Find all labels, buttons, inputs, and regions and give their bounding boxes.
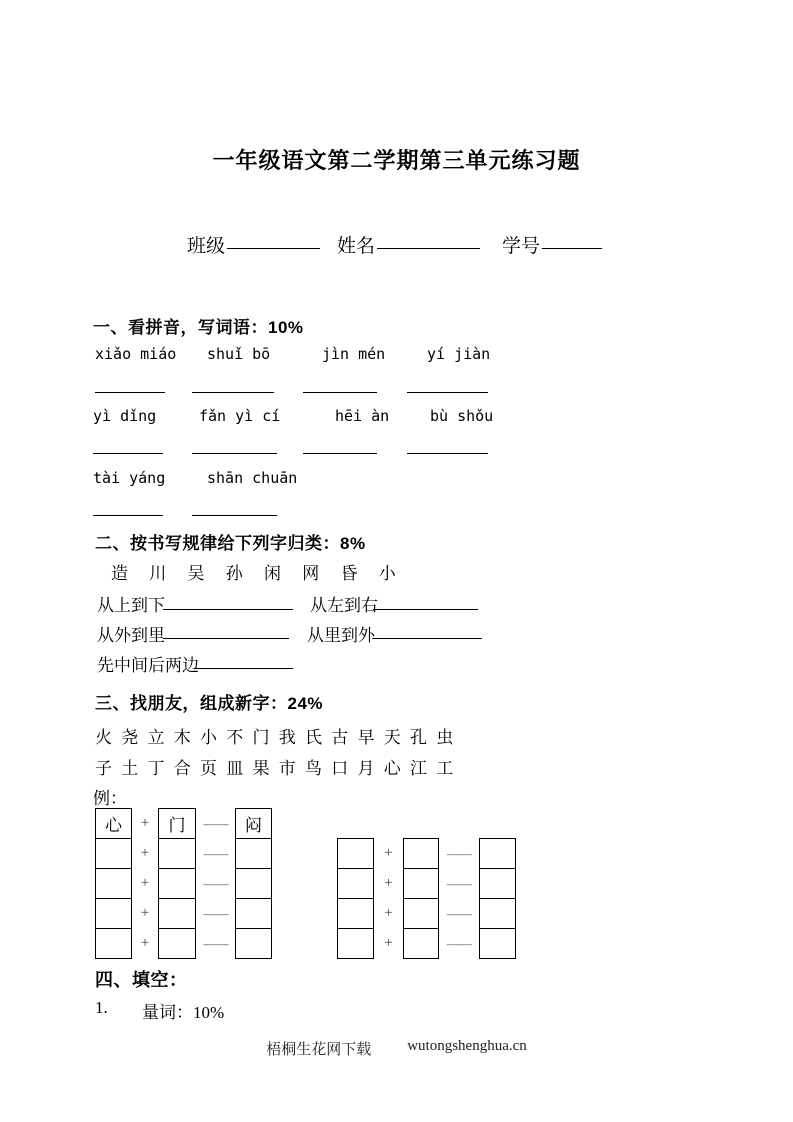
- category-label: 从里到外: [307, 626, 375, 645]
- combine-row: [337, 838, 516, 869]
- char-box: 门: [158, 808, 196, 839]
- category-label: 从左到右: [310, 596, 378, 615]
- char-box: [479, 898, 516, 929]
- answer-blank: [93, 439, 163, 454]
- name-label: 姓名: [337, 236, 376, 257]
- pinyin-word: hēi àn: [335, 407, 390, 425]
- plus-sign: +: [384, 905, 393, 921]
- section1-heading: 一、看拼音，写词语：10%: [93, 318, 304, 337]
- char-box: [337, 868, 374, 899]
- char-box: [95, 928, 132, 959]
- combine-row: [337, 868, 516, 899]
- character-list: 造 川 吴 孙 闲 网 昏 小: [111, 564, 396, 583]
- dash-line: ——: [447, 905, 471, 921]
- pinyin-word: fǎn yì cí: [199, 407, 281, 425]
- combine-row: [95, 898, 272, 929]
- category-label: 先中间后两边: [97, 656, 199, 675]
- plus-sign: +: [384, 845, 393, 861]
- category-blank: [372, 622, 482, 639]
- pinyin-word: jìn mén: [322, 345, 386, 363]
- dash-line: ——: [447, 935, 471, 951]
- answer-blank: [407, 439, 488, 454]
- char-box: [95, 868, 132, 899]
- char-box: [235, 838, 272, 869]
- char-box: [158, 928, 196, 959]
- dash-line: ——: [203, 935, 228, 951]
- char-box: [158, 868, 196, 899]
- class-blank: [227, 232, 320, 249]
- item-text: 量词：10%: [142, 1003, 225, 1022]
- answer-blank: [407, 378, 488, 393]
- char-box: [479, 838, 516, 869]
- char-box: 闷: [235, 808, 272, 839]
- pinyin-word: xiǎo miáo: [95, 345, 177, 363]
- combine-row: [95, 928, 272, 959]
- char-box: [403, 838, 439, 869]
- pinyin-word: yì dǐng: [93, 407, 157, 425]
- char-box: [337, 838, 374, 869]
- char-box: [158, 838, 196, 869]
- category-blank: [195, 652, 293, 669]
- dash-line: ——: [203, 875, 228, 891]
- answer-blank: [95, 378, 165, 393]
- plus-sign: +: [140, 935, 150, 951]
- dash-line: ——: [203, 905, 228, 921]
- character-list: 火 尧 立 木 小 不 门 我 氏 古 早 天 孔 虫: [95, 728, 454, 747]
- combine-grid-right: [337, 838, 516, 959]
- char-box: [479, 928, 516, 959]
- example-label: 例：: [93, 789, 127, 808]
- combine-row: [95, 808, 272, 839]
- char-box: [158, 898, 196, 929]
- student-id-label: 学号: [502, 236, 541, 257]
- pinyin-word: yí jiàn: [427, 345, 491, 363]
- char-box: 心: [95, 808, 132, 839]
- plus-sign: +: [140, 845, 150, 861]
- plus-sign: +: [140, 905, 150, 921]
- footer-site-url: wutongshenghua.cn: [407, 1038, 527, 1054]
- name-blank: [377, 232, 480, 249]
- answer-blank: [192, 501, 277, 516]
- plus-sign: +: [140, 815, 150, 831]
- category-blank: [163, 593, 293, 610]
- dash-line: ——: [203, 845, 228, 861]
- answer-blank: [192, 378, 274, 393]
- char-box: [337, 928, 374, 959]
- combine-row: [337, 928, 516, 959]
- dash-line: ——: [447, 845, 471, 861]
- pinyin-word: bù shǒu: [430, 407, 494, 425]
- student-id-blank: [542, 232, 602, 249]
- char-box: [403, 928, 439, 959]
- char-box: [403, 898, 439, 929]
- section3-heading: 三、找朋友，组成新字：24%: [95, 694, 324, 713]
- item-number: 1.: [95, 998, 108, 1017]
- char-box: [95, 838, 132, 869]
- answer-blank: [93, 501, 163, 516]
- character-list: 子 土 丁 合 页 皿 果 市 鸟 口 月 心 江 工: [95, 759, 454, 778]
- section4-heading: 四、填空：: [95, 970, 188, 990]
- char-box: [479, 868, 516, 899]
- class-label: 班级: [187, 236, 226, 257]
- pinyin-word: tài yáng: [93, 469, 166, 487]
- plus-sign: +: [384, 935, 393, 951]
- section2-heading: 二、按书写规律给下列字归类：8%: [95, 534, 366, 553]
- plus-sign: +: [384, 875, 393, 891]
- char-box: [235, 868, 272, 899]
- plus-sign: +: [140, 875, 150, 891]
- dash-line: ——: [447, 875, 471, 891]
- dash-line: ——: [203, 815, 228, 831]
- char-box: [403, 868, 439, 899]
- category-blank: [163, 622, 289, 639]
- answer-blank: [192, 439, 277, 454]
- category-label: 从上到下: [97, 596, 165, 615]
- char-box: [337, 898, 374, 929]
- char-box: [235, 928, 272, 959]
- answer-blank: [303, 439, 377, 454]
- combine-row: [95, 868, 272, 899]
- page-footer: [0, 1038, 793, 1059]
- answer-blank: [303, 378, 377, 393]
- category-blank: [373, 593, 478, 610]
- footer-site-name: 梧桐生花网下载: [266, 1042, 372, 1058]
- combine-grid-left: [95, 808, 272, 959]
- combine-row: [95, 838, 272, 869]
- pinyin-word: shān chuān: [207, 469, 298, 487]
- combine-row: [337, 898, 516, 929]
- char-box: [235, 898, 272, 929]
- pinyin-word: shuǐ bō: [207, 345, 271, 363]
- char-box: [95, 898, 132, 929]
- page-title: 一年级语文第二学期第三单元练习题: [212, 148, 581, 173]
- category-label: 从外到里: [97, 626, 165, 645]
